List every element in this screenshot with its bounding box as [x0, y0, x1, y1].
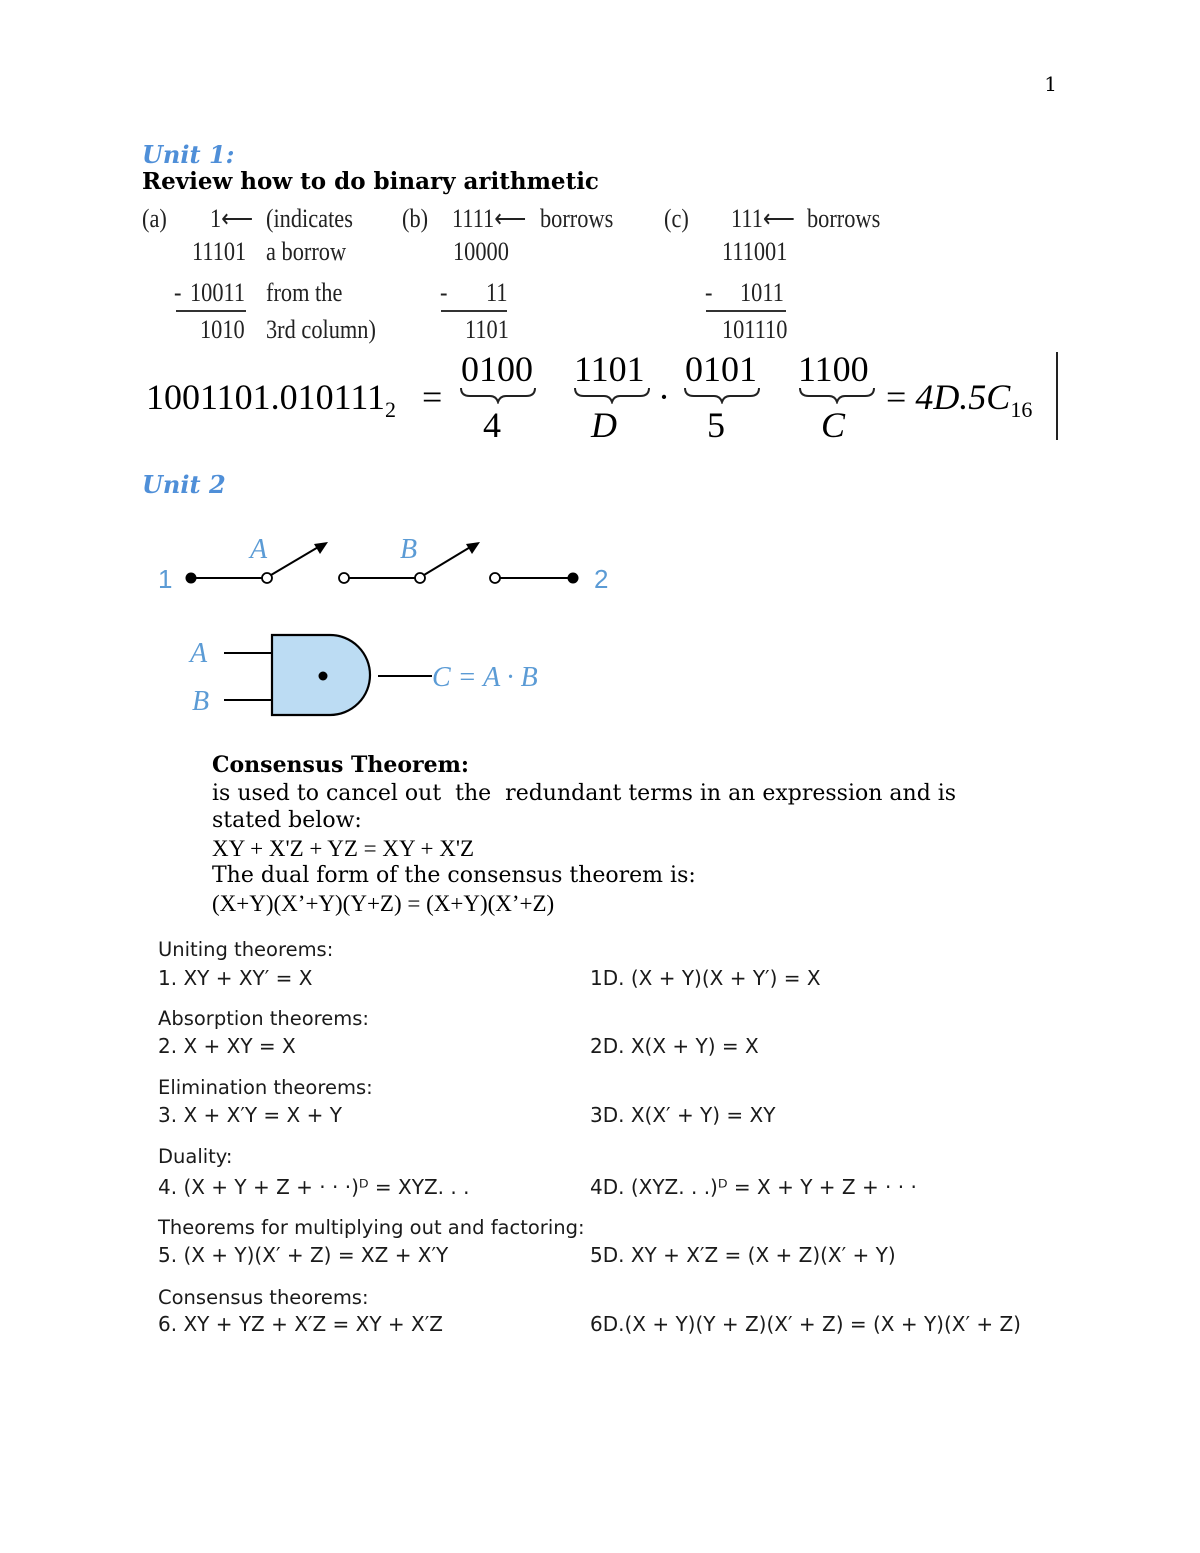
theorem-right: 2D. X(X + Y) = X	[590, 1034, 759, 1058]
theorem-left: 6. XY + YZ + X′Z = XY + X′Z	[158, 1312, 443, 1336]
theorem-right: 3D. X(X′ + Y) = XY	[590, 1103, 776, 1127]
example-c-subtrahend: 1011	[740, 278, 784, 307]
example-a-label: (a)	[142, 204, 167, 233]
text-cursor-bar	[1056, 352, 1058, 440]
example-a-borrow: 1⟵	[210, 204, 254, 233]
theorem-category: Theorems for multiplying out and factoring:	[158, 1216, 585, 1239]
example-b-minus: -	[440, 278, 448, 307]
and-gate-diagram	[180, 626, 580, 726]
group-digit-1: 4	[483, 405, 501, 445]
borrow-arrow-icon: ⟵	[762, 204, 795, 233]
consensus-dual-formula: (X+Y)(X’+Y)(Y+Z) = (X+Y)(X’+Z)	[212, 890, 555, 916]
theorem-category: Elimination theorems:	[158, 1076, 373, 1099]
example-b-subtrahend: 11	[486, 278, 508, 307]
group-bits-2: 1101	[574, 349, 645, 389]
example-b-label: (b)	[402, 204, 429, 233]
borrow-arrow-icon: ⟵	[494, 204, 527, 233]
gate-output-label: C = A · B	[432, 662, 538, 693]
terminal-2-open-contact	[490, 573, 500, 583]
borrow-arrow-icon: ⟵	[221, 204, 254, 233]
example-a-subtrahend: 10011	[190, 278, 246, 307]
page-number: 1	[1044, 72, 1057, 96]
consensus-theorem-section	[212, 752, 1042, 917]
theorem-right: 5D. XY + X′Z = (X + Z)(X′ + Y)	[590, 1243, 896, 1267]
terminal-2-dot	[568, 573, 579, 584]
group-digit-4: C	[821, 405, 846, 445]
theorem-right: 6D.(X + Y)(Y + Z)(X′ + Z) = (X + Y)(X′ + Z)	[590, 1312, 1021, 1336]
hex-result: = $4D.5C_{16}$	[886, 377, 1033, 423]
example-a-note-4: 3rd column)	[266, 315, 376, 344]
group-bits-4: 1100	[798, 349, 869, 389]
example-c-minus: -	[705, 278, 713, 307]
consensus-description-cont: stated below:	[212, 808, 362, 833]
switch-a-blade	[271, 546, 320, 575]
example-a-minus: -	[174, 278, 182, 307]
theorem-category: Uniting theorems:	[158, 938, 334, 961]
example-b-result: 1101	[465, 315, 509, 344]
consensus-formula: XY + X'Z + YZ = XY + X'Z	[212, 835, 475, 861]
example-c-note: borrows	[807, 204, 881, 233]
group-bits-3: 0101	[685, 349, 757, 389]
switch-b-contact	[415, 573, 425, 583]
underbrace-2	[575, 388, 649, 402]
underbrace-3	[685, 388, 759, 402]
example-a-rule	[176, 310, 246, 312]
example-c-borrow: 111⟵	[731, 204, 795, 233]
example-a-result: 1010	[200, 315, 245, 344]
example-a-note-3: from the	[266, 278, 343, 307]
example-b-minuend: 10000	[453, 237, 509, 266]
theorem-left: 3. X + X′Y = X + Y	[158, 1103, 342, 1127]
switch-a-contact	[262, 573, 272, 583]
theorem-category: Consensus theorems:	[158, 1286, 369, 1309]
theorem-left: 2. X + XY = X	[158, 1034, 296, 1058]
switch-b-blade	[424, 546, 472, 575]
example-a-note-1: (indicates	[266, 204, 353, 233]
example-a-minuend: 11101	[192, 237, 247, 266]
theorem-left: 5. (X + Y)(X′ + Z) = XZ + X′Y	[158, 1243, 449, 1267]
group-bits-1: 0100	[461, 349, 533, 389]
switch-a-label: A	[250, 534, 268, 565]
theorem-right: 1D. (X + Y)(X + Y′) = X	[590, 966, 821, 990]
example-c-result: 101110	[722, 315, 788, 344]
example-b-rule	[441, 310, 507, 312]
example-c-label: (c)	[664, 204, 689, 233]
series-switch-diagram	[150, 530, 630, 610]
underbraces	[458, 384, 878, 404]
example-c-minuend: 111001	[722, 237, 788, 266]
theorem-category: Duality:	[158, 1145, 233, 1168]
switch-b-open-contact	[339, 573, 349, 583]
unit2-heading: Unit 2	[142, 470, 226, 499]
terminal-1-label: 1	[158, 564, 173, 594]
example-b-note: borrows	[540, 204, 614, 233]
gate-input-b-label: B	[192, 686, 210, 717]
hex-point: ·	[658, 377, 670, 417]
gate-input-a-label: A	[190, 638, 208, 669]
switch-b-label: B	[400, 534, 418, 565]
theorem-right: 4D. (XYZ. . .)ᴰ = X + Y + Z + · · ·	[590, 1175, 917, 1199]
and-gate-dot-symbol	[319, 672, 328, 681]
group-digit-3: 5	[707, 405, 725, 445]
example-b-borrow: 1111⟵	[452, 204, 527, 233]
group-digit-2: D	[591, 405, 617, 445]
terminal-2-label: 2	[594, 564, 609, 594]
unit1-heading: Unit 1:	[142, 140, 235, 169]
consensus-dual-intro: The dual form of the consensus theorem is:	[212, 863, 696, 888]
theorem-left: 1. XY + XY′ = X	[158, 966, 313, 990]
unit1-subheading: Review how to do binary arithmetic	[142, 168, 599, 195]
consensus-description: is used to cancel out the redundant terms in an expression and is	[212, 780, 957, 806]
theorem-left: 4. (X + Y + Z + · · ·)ᴰ = XYZ. . .	[158, 1175, 470, 1199]
underbrace-1	[461, 388, 535, 402]
consensus-title: Consensus Theorem:	[212, 752, 470, 778]
underbrace-4	[800, 388, 874, 402]
binary-number: $1001101.010111_2$	[146, 377, 396, 423]
example-a-note-2: a borrow	[266, 237, 347, 266]
theorem-category: Absorption theorems:	[158, 1007, 369, 1030]
example-c-rule	[706, 310, 786, 312]
equals-sign: =	[422, 377, 443, 417]
